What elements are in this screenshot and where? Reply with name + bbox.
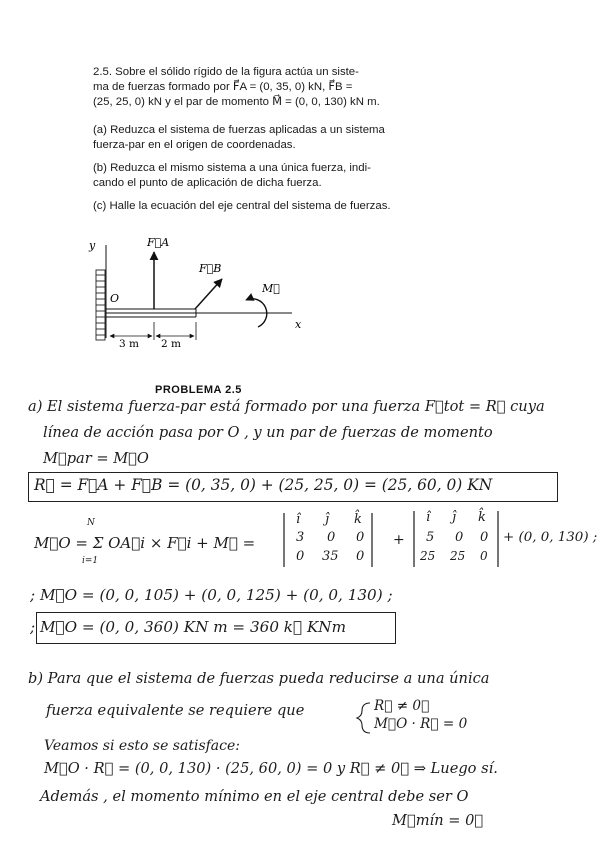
beam — [106, 309, 196, 317]
dim-label-2m: 2 m — [161, 338, 181, 350]
det2-cell: k̂ — [478, 510, 486, 525]
hw-a-line-6: ; M⃗O = (0, 0, 105) + (0, 0, 125) + (0, 0, 130) ; — [30, 586, 393, 604]
det2-cell: 5 — [426, 530, 435, 545]
hw-b-line-6: M⃗mín = 0⃗ — [392, 812, 484, 829]
det1-cell: 35 — [322, 549, 339, 564]
sum-upper-limit: N — [87, 518, 95, 528]
det2-cell: ĵ — [452, 510, 457, 525]
hw-b-line-4: M⃗O · R⃗ = (0, 0, 130) · (25, 60, 0) = 0 y R⃗ ≠ 0⃗ ⇒ Luego sí. — [44, 760, 498, 777]
hw-b-line-1: b) Para que el sistema de fuerzas pueda reducirse a una única — [28, 670, 490, 687]
label-y: y — [89, 239, 96, 252]
label-x: x — [295, 318, 302, 331]
hw-b-condition-2: M⃗O · R⃗ = 0 — [374, 716, 468, 732]
det2-cell: 0 — [480, 549, 488, 563]
hw-a-line-5-lhs: M⃗O = Σ OA⃗i × F⃗i + M⃗ = — [34, 534, 256, 552]
hw-b-line-3: Veamos si esto se satisface: — [44, 738, 240, 754]
determinant-bars — [284, 511, 498, 567]
hw-b-line-2: fuerza equivalente se requiere que — [46, 702, 305, 719]
det2-cell: 0 — [480, 530, 489, 545]
det1-cell: 0 — [296, 549, 305, 564]
det1-cell: 3 — [296, 530, 305, 545]
problem-statement-line-2: ma de fuerzas formado por F⃗A = (0, 35, 0) kN, F⃗B = — [93, 81, 353, 93]
sum-lower-limit: i=1 — [82, 556, 99, 566]
hw-a-line-2: línea de acción pasa por O , y un par de fuerzas de momento — [43, 424, 493, 441]
force-fb-arrow — [195, 279, 222, 309]
label-fb: F⃗B — [199, 262, 222, 275]
hw-a-line-7: ; M⃗O = (0, 0, 360) KN m = 360 k⃗ KNm — [30, 618, 346, 636]
det1-cell: 0 — [356, 549, 365, 564]
det-plus: + — [393, 532, 405, 548]
label-fa: F⃗A — [147, 236, 170, 249]
part-b-line-1: (b) Reduzca el mismo sistema a una única fuerza, indi- — [93, 162, 371, 174]
det1-cell: î — [296, 512, 301, 527]
problema-title: PROBLEMA 2.5 — [155, 384, 242, 396]
part-a-line-1: (a) Reduzca el sistema de fuerzas aplicadas a un sistema — [93, 124, 385, 136]
problem-statement-line-3: (25, 25, 0) kN y el par de momento M⃗ = (0, 0, 130) kN m. — [93, 96, 380, 108]
hw-a-line-3: M⃗par = M⃗O — [43, 450, 149, 467]
det1-cell: k̂ — [354, 512, 362, 527]
dim-label-3m: 3 m — [119, 338, 139, 350]
part-c: (c) Halle la ecuación del eje central del sistema de fuerzas. — [93, 200, 391, 212]
part-a-line-2: fuerza-par en el origen de coordenadas. — [93, 139, 296, 151]
hw-a-line-1: a) El sistema fuerza-par está formado por una fuerza F⃗tot = R⃗ cuya — [28, 398, 545, 415]
det2-cell: 25 — [450, 549, 466, 563]
det2-cell: 0 — [455, 530, 464, 545]
det1-cell: 0 — [327, 530, 336, 545]
hw-b-condition-1: R⃗ ≠ 0⃗ — [374, 698, 430, 714]
fixed-wall-hatching — [96, 270, 105, 340]
det1-cell: 0 — [356, 530, 365, 545]
hw-a-line-4: R⃗ = F⃗A + F⃗B = (0, 35, 0) + (25, 25, 0) = (25, 60, 0) KN — [34, 476, 493, 494]
label-origin: O — [110, 292, 120, 305]
hw-b-line-5: Además , el momento mínimo en el eje central debe ser O — [40, 788, 469, 805]
det2-cell: î — [426, 510, 431, 525]
part-b-line-2: cando el punto de aplicación de dicha fuerza. — [93, 177, 322, 189]
hw-a-line-5-tail: + (0, 0, 130) ; — [503, 530, 598, 545]
det1-cell: ĵ — [325, 512, 330, 527]
problem-statement-line-1: 2.5. Sobre el sólido rígido de la figura actúa un siste- — [93, 66, 359, 78]
det2-cell: 25 — [420, 549, 436, 563]
label-moment: M⃗ — [262, 282, 280, 295]
condition-brace — [357, 703, 370, 733]
